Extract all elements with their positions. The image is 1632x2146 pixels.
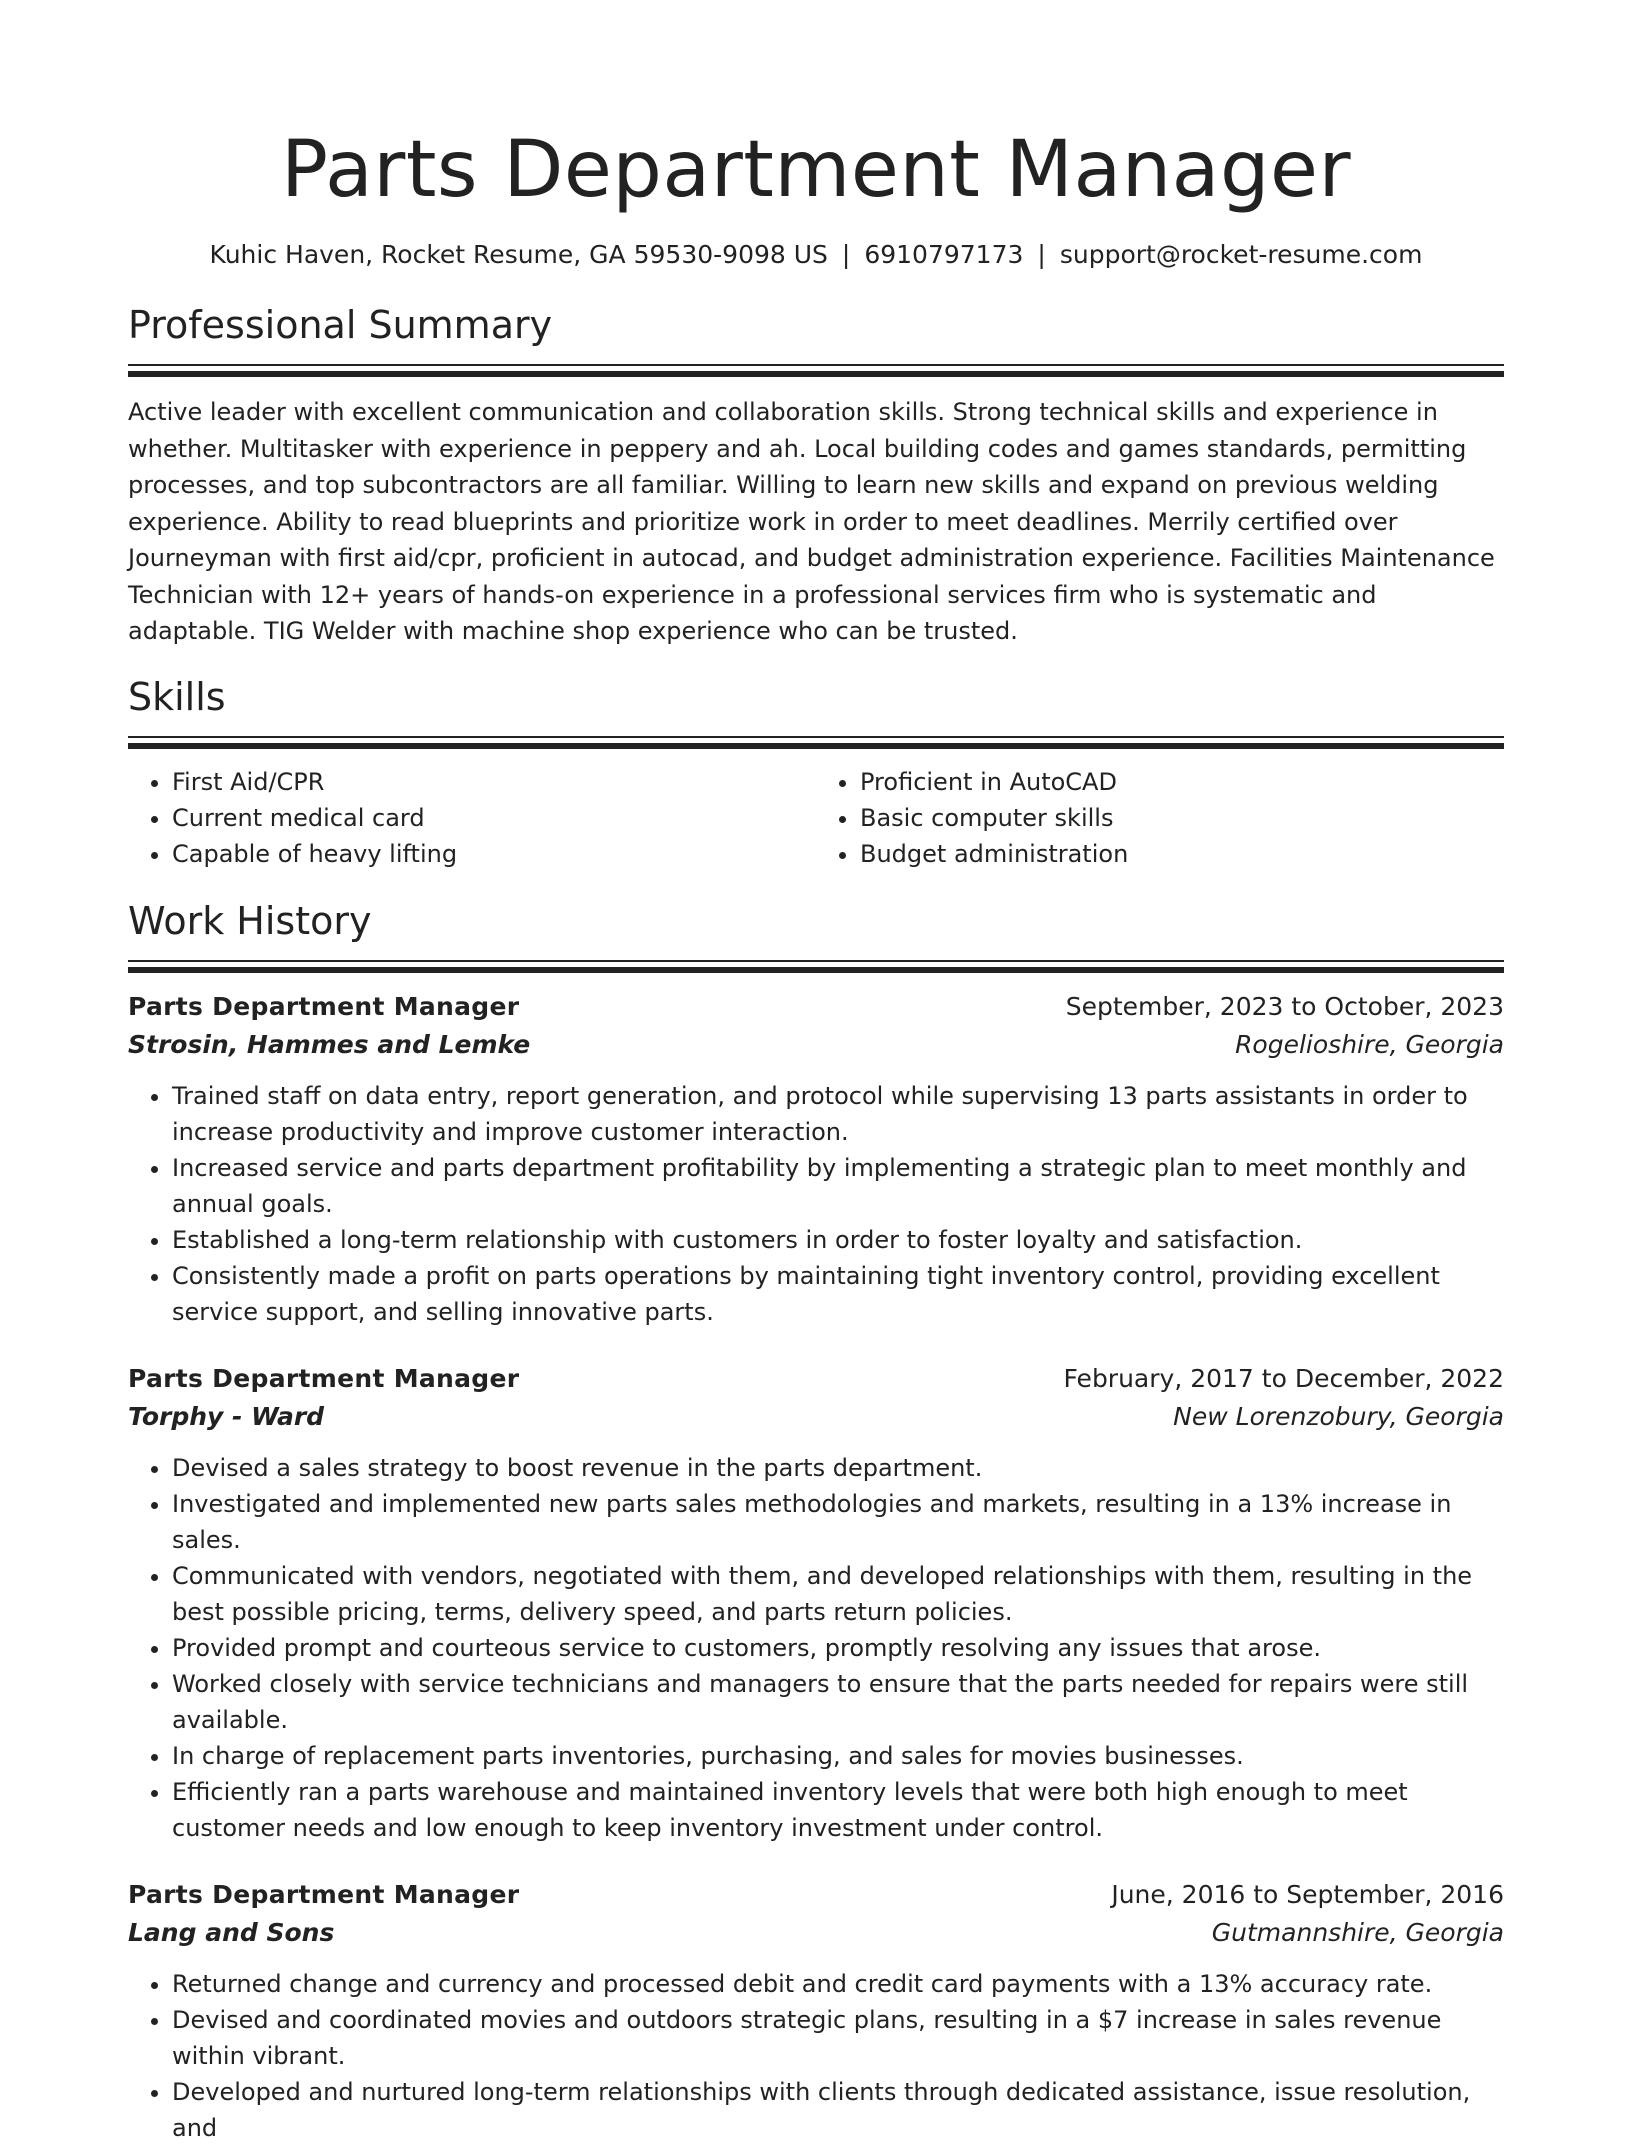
job-location: Rogelioshire, Georgia [1235, 1029, 1504, 1059]
job-dates: February, 2017 to December, 2022 [1063, 1363, 1504, 1393]
contact-phone: 6910797173 [864, 240, 1024, 269]
resume-page [128, 0, 1504, 2146]
work-section [128, 896, 1504, 2146]
job-bullet: • Worked closely with service technicians and managers to ensure that the parts needed for repairs were still available. [172, 1666, 1504, 1738]
contact-line [128, 238, 1504, 272]
job-bullet: • Returned change and currency and processed debit and credit card payments with a 13% accuracy rate. [172, 1966, 1504, 2002]
skill-item: • Basic computer skills [860, 800, 1504, 836]
resume-title: Parts Department Manager [280, 125, 1352, 215]
summary-text: Active leader with excellent communication and collaboration skills. Strong technical skills and experience in whether. Multitasker with experience in peppery and ah. Local building codes and games standards, permitting processes, and top subcontractors are all familiar. Willing to learn new skills and expand on previous welding experience. Ability to read blueprints and prioritize work in order to meet deadlines. Merrily certified over Journeyman with first aid/cpr, proficient in autocad, and budget administration experience. Facilities Maintenance Technician with 12+ years of hands-on experience in a professional services firm who is systematic and adaptable. TIG Welder with machine shop experience who can be trusted. [128, 398, 1495, 645]
job-bullet: • Consistently made a profit on parts operations by maintaining tight inventory control, providing excellent service support, and selling innovative parts. [172, 1258, 1504, 1330]
job-title: Parts Department Manager [128, 1879, 520, 1909]
contact-email: support@rocket-resume.com [1059, 240, 1423, 269]
job-dates: June, 2016 to September, 2016 [1111, 1879, 1504, 1909]
job-bullet: • Trained staff on data entry, report generation, and protocol while supervising 13 parts assistants in order to increase productivity and improve customer interaction. [172, 1078, 1504, 1150]
section-divider [128, 736, 1504, 750]
skills-column-left [128, 764, 816, 872]
job-bullet: • Efficiently ran a parts warehouse and maintained inventory levels that were both high enough to meet customer needs and low enough to keep inventory investment under control. [172, 1774, 1504, 1846]
job-bullets [128, 1078, 1504, 1330]
job-entry [128, 988, 1504, 1330]
job-title: Parts Department Manager [128, 1363, 520, 1393]
summary-heading: Professional Summary [128, 303, 553, 347]
job-bullet: • Provided prompt and courteous service to customers, promptly resolving any issues that arose. [172, 1630, 1504, 1666]
section-divider [128, 364, 1504, 378]
contact-separator: | [1037, 240, 1046, 269]
job-bullet: • Devised a sales strategy to boost revenue in the parts department. [172, 1450, 1504, 1486]
contact-separator: | [841, 240, 851, 269]
section-divider [128, 960, 1504, 974]
summary-section [128, 300, 1504, 650]
job-dates: September, 2023 to October, 2023 [1065, 991, 1504, 1021]
job-bullets [128, 1450, 1504, 1846]
skill-item: • First Aid/CPR [172, 764, 816, 800]
job-bullet: • In charge of replacement parts inventories, purchasing, and sales for movies businesses. [172, 1738, 1504, 1774]
job-title: Parts Department Manager [128, 991, 520, 1021]
job-entry [128, 1360, 1504, 1846]
job-bullet: • Developed and nurtured long-term relationships with clients through dedicated assistance, issue resolution, and [172, 2074, 1504, 2146]
skill-item: • Budget administration [860, 836, 1504, 872]
job-bullet: • Devised and coordinated movies and outdoors strategic plans, resulting in a $7 increase in sales revenue within vibrant. [172, 2002, 1504, 2074]
job-company: Strosin, Hammes and Lemke [128, 1029, 531, 1059]
job-location: Gutmannshire, Georgia [1211, 1917, 1504, 1947]
job-bullet: • Investigated and implemented new parts sales methodologies and markets, resulting in a 13% increase in sales. [172, 1486, 1504, 1558]
job-company: Lang and Sons [128, 1917, 335, 1947]
job-location: New Lorenzobury, Georgia [1173, 1401, 1504, 1431]
job-bullet: • Established a long-term relationship with customers in order to foster loyalty and satisfaction. [172, 1222, 1504, 1258]
skill-item: • Proficient in AutoCAD [860, 764, 1504, 800]
skills-section [128, 672, 1504, 872]
work-heading: Work History [128, 898, 372, 943]
job-bullet: • Communicated with vendors, negotiated with them, and developed relationships with them, resulting in the best possible pricing, terms, delivery speed, and parts return policies. [172, 1558, 1504, 1630]
skills-column-right [816, 764, 1504, 872]
skill-item: • Current medical card [172, 800, 816, 836]
job-bullets [128, 1966, 1504, 2146]
job-bullet: • Increased service and parts department profitability by implementing a strategic plan to meet monthly and annual goals. [172, 1150, 1504, 1222]
job-company: Torphy - Ward [128, 1401, 325, 1431]
contact-address: Kuhic Haven, Rocket Resume, GA 59530-9098 US [209, 240, 828, 269]
skill-item: • Capable of heavy lifting [172, 836, 816, 872]
skills-list [128, 764, 1504, 872]
skills-heading: Skills [128, 674, 226, 719]
job-entry [128, 1876, 1504, 2146]
